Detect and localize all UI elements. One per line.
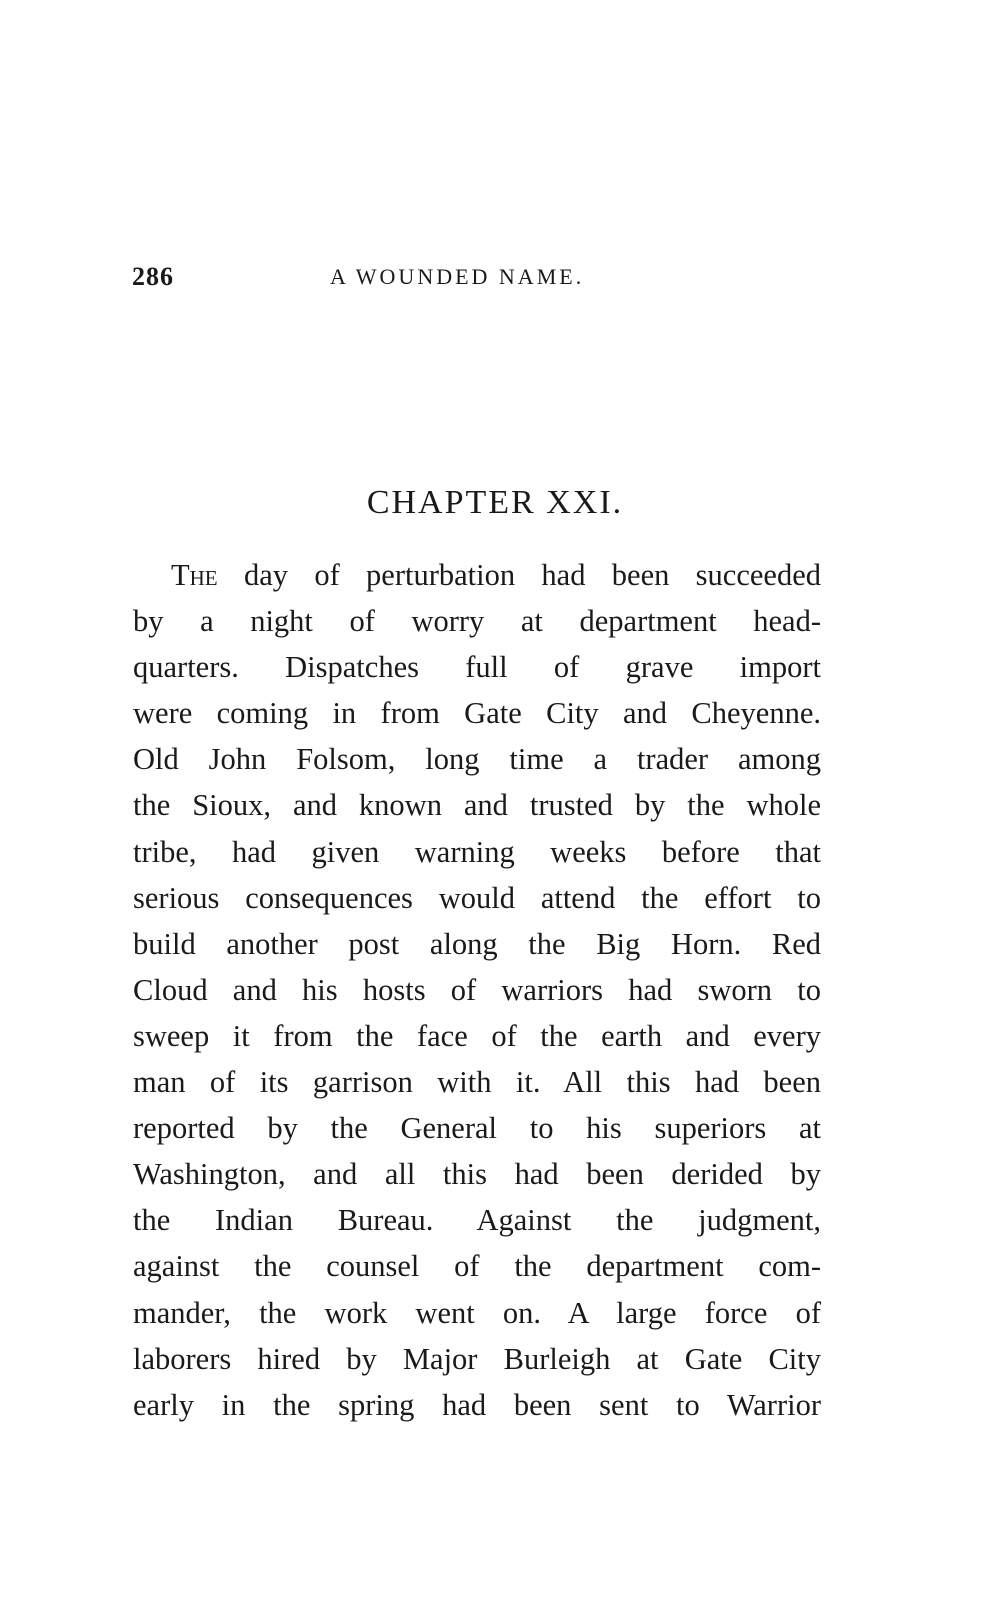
text-line: Old John Folsom, long time a trader among	[133, 742, 821, 777]
text-line: by a night of worry at department head-	[133, 604, 821, 639]
text-line: quarters. Dispatches full of grave import	[133, 650, 821, 685]
text-line: build another post along the Big Horn. Red	[133, 926, 821, 961]
text-line: tribe, had given warning weeks before that	[133, 834, 821, 869]
body-paragraph	[133, 552, 821, 1428]
text-line: were coming in from Gate City and Cheyenne.	[133, 696, 821, 731]
running-head	[132, 262, 832, 296]
text-line: reported by the General to his superiors at	[133, 1111, 821, 1146]
text-line: Washington, and all this had been derided by	[133, 1157, 821, 1192]
text-line: against the counsel of the department com-	[133, 1249, 821, 1284]
text-line: laborers hired by Major Burleigh at Gate City	[133, 1341, 821, 1376]
text-line: the Indian Bureau. Against the judgment,	[133, 1203, 821, 1238]
text-line: man of its garrison with it. All this had been	[133, 1065, 821, 1100]
text-line: early in the spring had been sent to Warrior	[133, 1387, 821, 1422]
text-line: sweep it from the face of the earth and every	[133, 1018, 821, 1053]
text-line: Cloud and his hosts of warriors had sworn to	[133, 972, 821, 1007]
text-line: the Sioux, and known and trusted by the whole	[133, 788, 821, 823]
opening-word: The	[171, 558, 218, 592]
chapter-title: CHAPTER XXI.	[366, 484, 624, 521]
running-title: A WOUNDED NAME.	[330, 264, 585, 289]
text-line	[133, 552, 821, 598]
text-line: mander, the work went on. A large force of	[133, 1295, 821, 1330]
text-line-content: day of perturbation had been succeeded	[243, 558, 821, 592]
page-number: 286	[132, 262, 174, 291]
text-line: serious consequences would attend the effort to	[133, 880, 821, 915]
chapter-heading	[0, 484, 1000, 522]
